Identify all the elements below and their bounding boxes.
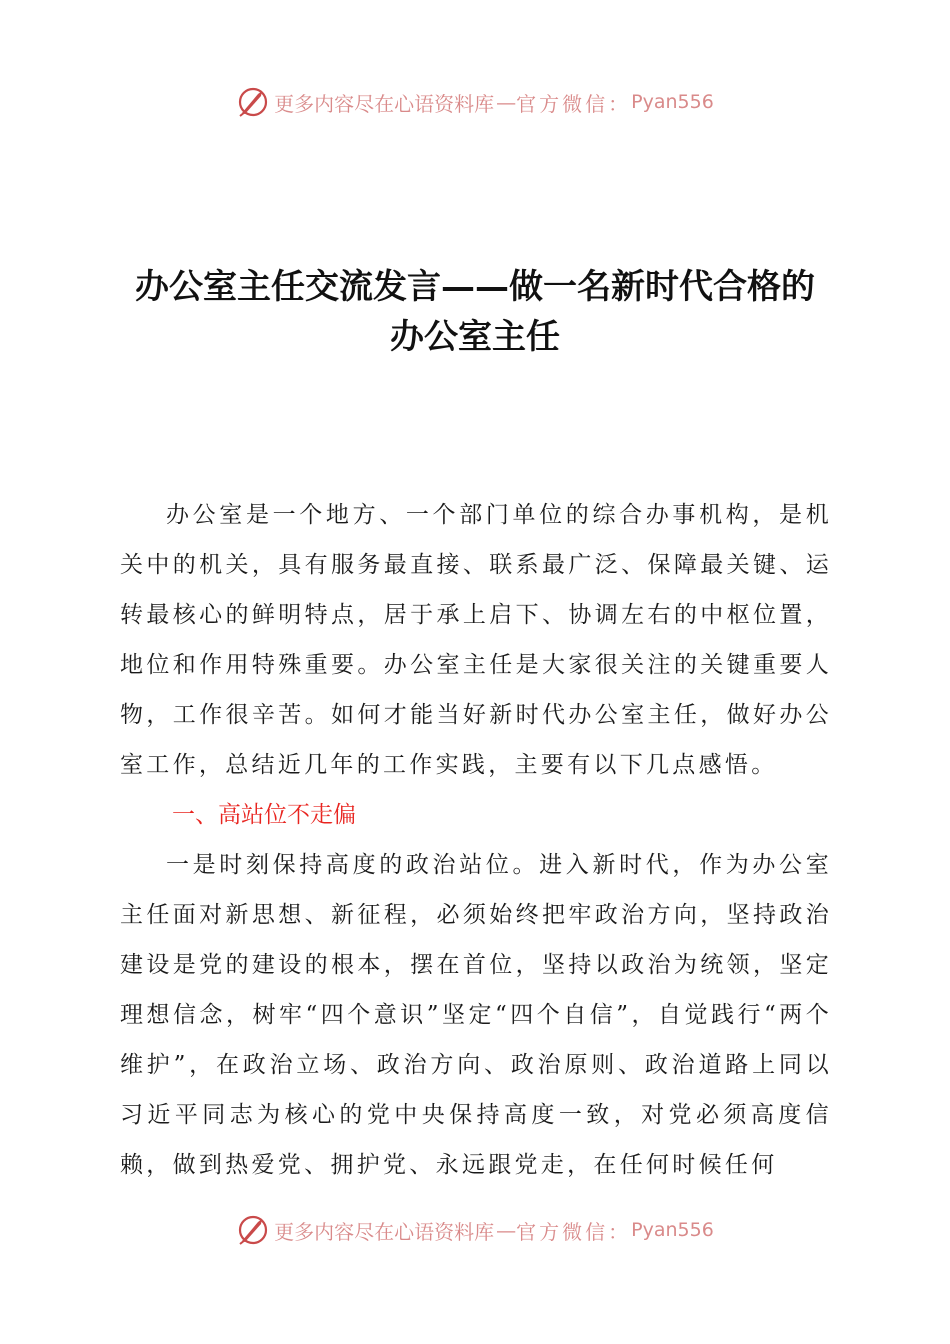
footer-watermark <box>0 1210 950 1250</box>
section-heading-1: 一、高站位不走偏 <box>172 802 356 828</box>
watermark-contact-label: 官方微信： <box>516 91 632 116</box>
document-title <box>0 262 950 362</box>
section-1-paragraph: 一是时刻保持高度的政治站位。进入新时代，作为办公室主任面对新思想、新征程，必须始终把牢政治方向，坚持政治建设是党的建设的根本，摆在首位，坚持以政治为统领，坚定理想信念，树牢“四个意识”坚定“四个自信”，自觉践行“两个维护”，在政治立场、政治方向、政治原则、政治道路上同以习近平同志为核心的党中央保持高度一致，对党必须高度信赖，做到热爱党、拥护党、永远跟党走，在任何时候任何 <box>120 852 832 1178</box>
watermark-separator: — <box>496 90 515 114</box>
watermark-contact-label: 官方微信： <box>516 1219 632 1244</box>
watermark-main-text: 更多内容尽在心语资料库 <box>274 91 495 116</box>
watermark-contact-id: Pyan556 <box>631 91 714 113</box>
header-watermark <box>0 82 950 122</box>
quill-pen-logo-icon <box>236 1213 270 1247</box>
document-body <box>120 490 832 1190</box>
quill-pen-logo-icon <box>236 85 270 119</box>
intro-paragraph: 办公室是一个地方、一个部门单位的综合办事机构，是机关中的机关，具有服务最直接、联系最广泛、保障最关键、运转最核心的鲜明特点，居于承上启下、协调左右的中枢位置，地位和作用特殊重要。办公室主任是大家很关注的关键重要人物，工作很辛苦。如何才能当好新时代办公室主任，做好办公室工作，总结近几年的工作实践，主要有以下几点感悟。 <box>120 502 832 778</box>
title-line-2: 办公室主任 <box>390 317 560 357</box>
title-line-1: 办公室主任交流发言——做一名新时代合格的 <box>135 267 815 307</box>
watermark-main-text: 更多内容尽在心语资料库 <box>274 1219 495 1244</box>
watermark-contact-id: Pyan556 <box>631 1219 714 1241</box>
watermark-separator: — <box>496 1218 515 1242</box>
